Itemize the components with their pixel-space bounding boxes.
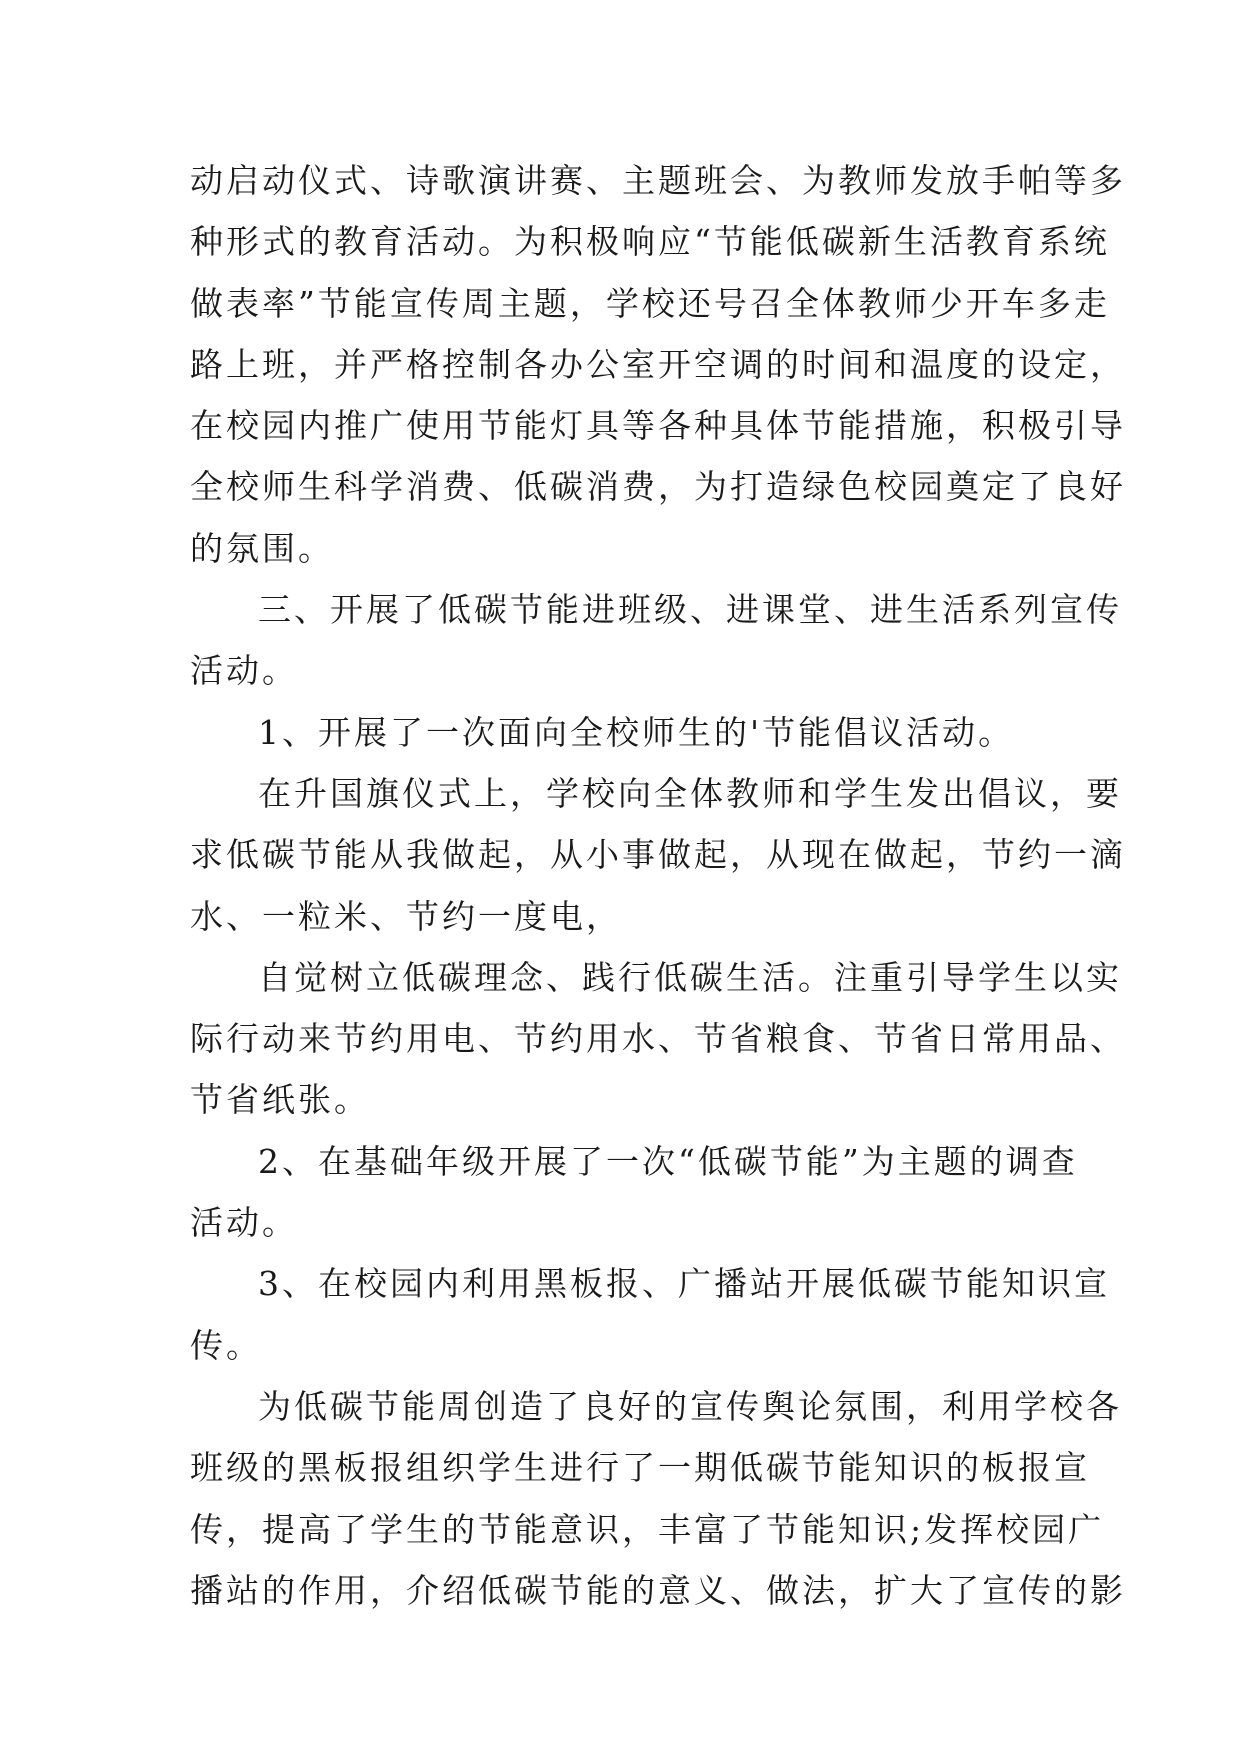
text-line: 水、一粒米、节约一度电， — [190, 896, 622, 936]
text-line: 活动。 — [190, 1203, 298, 1243]
text-line: 节省纸张。 — [190, 1080, 370, 1120]
text-line: 传，提高了学生的节能意识，丰富了节能知识;发挥校园广 — [190, 1509, 1105, 1549]
text-line: 活动。 — [190, 651, 298, 691]
text-line: 在升国旗仪式上，学校向全体教师和学生发出倡议，要 — [258, 773, 1122, 813]
text-line: 1、开展了一次面向全校师生的'节能倡议活动。 — [258, 712, 1015, 752]
text-line: 路上班，并严格控制各办公室开空调的时间和温度的设定， — [190, 344, 1126, 384]
text-line: 3、在校园内利用黑板报、广播站开展低碳节能知识宣 — [258, 1264, 1110, 1304]
text-line: 求低碳节能从我做起，从小事做起，从现在做起，节约一滴 — [190, 835, 1126, 875]
text-line: 动启动仪式、诗歌演讲赛、主题班会、为教师发放手帕等多 — [190, 161, 1126, 200]
document-body — [190, 150, 1126, 1621]
text-line: 传。 — [190, 1325, 262, 1365]
text-line: 自觉树立低碳理念、践行低碳生活。注重引导学生以实 — [258, 957, 1122, 997]
text-line: 三、开展了低碳节能进班级、进课堂、进生活系列宣传 — [258, 590, 1122, 630]
text-line: 班级的黑板报组织学生进行了一期低碳节能知识的板报宣 — [190, 1448, 1090, 1488]
text-line: 做表率”节能宣传周主题，学校还号召全体教师少开车多走 — [190, 283, 1110, 323]
text-line: 在校园内推广使用节能灯具等各种具体节能措施，积极引导 — [190, 406, 1126, 446]
text-line: 全校师生科学消费、低碳消费，为打造绿色校园奠定了良好 — [190, 467, 1126, 507]
text-line: 2、在基础年级开展了一次“低碳节能”为主题的调查 — [258, 1141, 1078, 1181]
text-line: 的氛围。 — [190, 528, 334, 568]
text-line: 种形式的教育活动。为积极响应“节能低碳新生活教育系统 — [190, 222, 1110, 262]
text-line: 为低碳节能周创造了良好的宣传舆论氛围，利用学校各 — [258, 1386, 1122, 1426]
text-line: 际行动来节约用电、节约用水、节省粮食、节省日常用品、 — [190, 1019, 1126, 1059]
text-line: 播站的作用，介绍低碳节能的意义、做法，扩大了宣传的影 — [190, 1570, 1126, 1610]
